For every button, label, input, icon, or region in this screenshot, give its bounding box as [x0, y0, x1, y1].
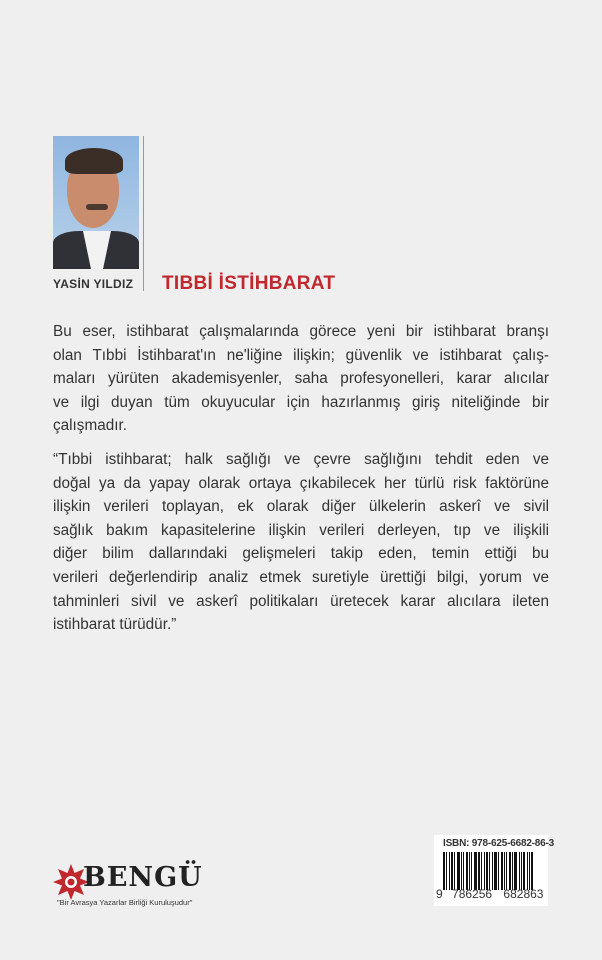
barcode-bar	[494, 852, 497, 890]
barcode-bar	[506, 852, 507, 890]
author-name: YASİN YILDIZ	[53, 277, 134, 291]
barcode-bar	[489, 852, 490, 890]
barcode-bar	[523, 852, 525, 890]
barcode-digit-left: 9	[436, 887, 443, 901]
author-photo	[53, 136, 139, 269]
barcode-bar	[463, 852, 464, 890]
barcode-bar	[461, 852, 462, 890]
barcode-bar	[481, 852, 482, 890]
barcode-bars	[443, 852, 543, 890]
text-line: tahminleri sivil ve askerî politikaları üretecek karar alıcılara ileten	[53, 592, 549, 610]
barcode-bar	[478, 852, 480, 890]
book-title: TIBBİ İSTİHBARAT	[162, 273, 336, 294]
barcode-bar	[501, 852, 503, 890]
barcode-bar	[509, 852, 511, 890]
barcode-bar	[443, 852, 445, 890]
barcode-bar	[474, 852, 477, 890]
text-line: çalışmadır.	[53, 417, 127, 435]
barcode-digits	[436, 887, 543, 901]
isbn-label: ISBN: 978-625-6682-86-3	[443, 838, 555, 849]
barcode-bar	[492, 852, 493, 890]
description-paragraph-2	[53, 448, 549, 637]
barcode-bar	[514, 852, 517, 890]
barcode-digits-mid: 786256	[452, 887, 493, 901]
barcode-bar	[451, 852, 453, 890]
barcode-bar	[519, 852, 520, 890]
text-line: verileri değerlendirip analiz etmek suretiyle ürettiği bilgi, yorum ve	[53, 568, 549, 586]
barcode-bar	[466, 852, 468, 890]
barcode-bar	[446, 852, 447, 890]
barcode-bar	[449, 852, 450, 890]
text-line: ve ilgi duyan tüm okuyucular için hazırlanmış giriş niteliğinde bir	[53, 393, 549, 411]
divider	[143, 136, 144, 291]
barcode-bar	[457, 852, 460, 890]
barcode-bar	[531, 852, 533, 890]
barcode-bar	[529, 852, 530, 890]
barcode-bar	[486, 852, 488, 890]
text-line: doğal ya da yapay olarak ortaya çıkabilecek her türlü risk faktörüne	[53, 474, 549, 492]
barcode-bar	[521, 852, 522, 890]
text-line: sağlık bakım kapasitelerine ilişkin verileri derleyen, tıp ve ilişkili	[53, 521, 549, 539]
text-line: ilişkin verileri toplayan, ek olarak diğer ülkelerin askerî ve sivil	[53, 498, 549, 516]
barcode-bar	[454, 852, 455, 890]
barcode-bar	[469, 852, 470, 890]
text-line: Bu eser, istihbarat çalışmalarında görece yeni bir istihbarat branşı	[53, 323, 549, 340]
text-line: diğer bilim dallarındaki gelişmeleri takip eden, temin ettiği bu	[53, 545, 549, 563]
barcode-bar	[512, 852, 513, 890]
text-line: “Tıbbi istihbarat; halk sağlığı ve çevre sağlığını tehdit eden ve	[53, 451, 549, 468]
barcode-bar	[498, 852, 499, 890]
description-paragraph-1	[53, 320, 549, 438]
barcode-bar	[471, 852, 472, 890]
barcode-bar	[527, 852, 528, 890]
barcode-bar	[504, 852, 505, 890]
publisher-name: BENGÜ	[83, 862, 203, 893]
text-line: olan Tıbbi İstihbarat'ın ne'liğine ilişkin; güvenlik ve istihbarat çalış-	[53, 346, 549, 364]
barcode-digits-right: 682863	[503, 887, 544, 901]
barcode-bar	[484, 852, 485, 890]
text-line: istihbarat türüdür.”	[53, 616, 177, 634]
text-line: maları yürüten akademisyenler, saha profesyonelleri, karar alıcılar	[53, 370, 549, 388]
barcode-box	[434, 835, 555, 906]
publisher-slogan: "Bir Avrasya Yazarlar Birliği Kuruluşudur"	[57, 898, 193, 907]
